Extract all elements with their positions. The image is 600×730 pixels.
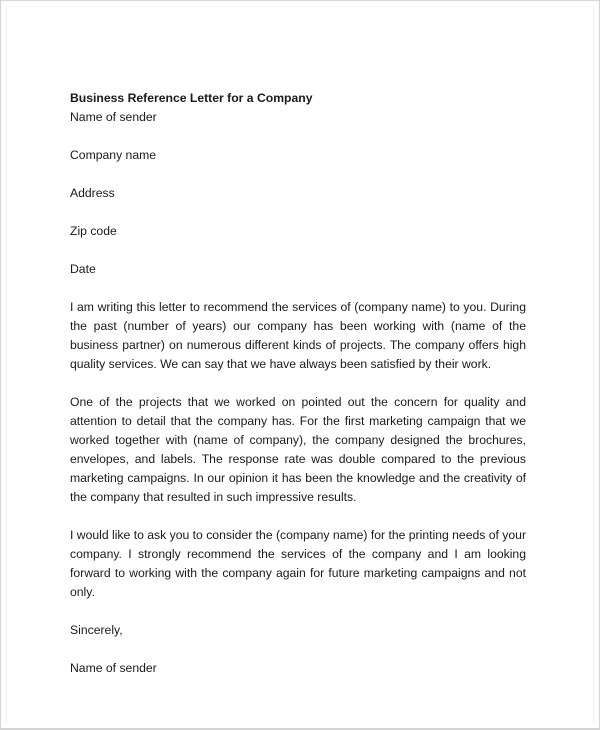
- company-name-field: Company name: [70, 148, 157, 162]
- paragraph-project: One of the projects that we worked on pointed out the concern for quality and attention to detail that the company has. For the first marketing campaign that we worked together with (name of company), the company designed the brochures, envelopes, and labels. The response rate was double compared to the previous marketing campaigns. In our opinion it has been the knowledge and the creativity of the company that resulted in such impressive results.: [70, 395, 526, 504]
- spacer: [70, 640, 526, 659]
- paragraph-intro: I am writing this letter to recommend the services of (company name) to you. During the past (number of years) our company has been working with (name of the business partner) on numerous different kinds of projects. The company offers high quality services. We can say that we have always been satisfied by their work.: [70, 300, 526, 371]
- paragraph-recommendation: I would like to ask you to consider the (company name) for the printing needs of your company. I strongly recommend the services of the company and I am looking forward to working with the company again for future marketing campaigns and not only.: [70, 528, 526, 599]
- address-field: Address: [70, 186, 115, 200]
- signature: Name of sender: [70, 661, 157, 675]
- letter-body: [70, 89, 526, 678]
- spacer: [70, 602, 526, 621]
- spacer: [70, 374, 526, 393]
- date-field: Date: [70, 262, 96, 276]
- spacer: [70, 203, 526, 222]
- spacer: [70, 279, 526, 298]
- spacer: [70, 165, 526, 184]
- spacer: [70, 241, 526, 260]
- spacer: [70, 507, 526, 526]
- zip-code-field: Zip code: [70, 224, 117, 238]
- sender-name-field: Name of sender: [70, 110, 157, 124]
- closing: Sincerely,: [70, 623, 123, 637]
- letter-title: Business Reference Letter for a Company: [70, 91, 313, 105]
- spacer: [70, 127, 526, 146]
